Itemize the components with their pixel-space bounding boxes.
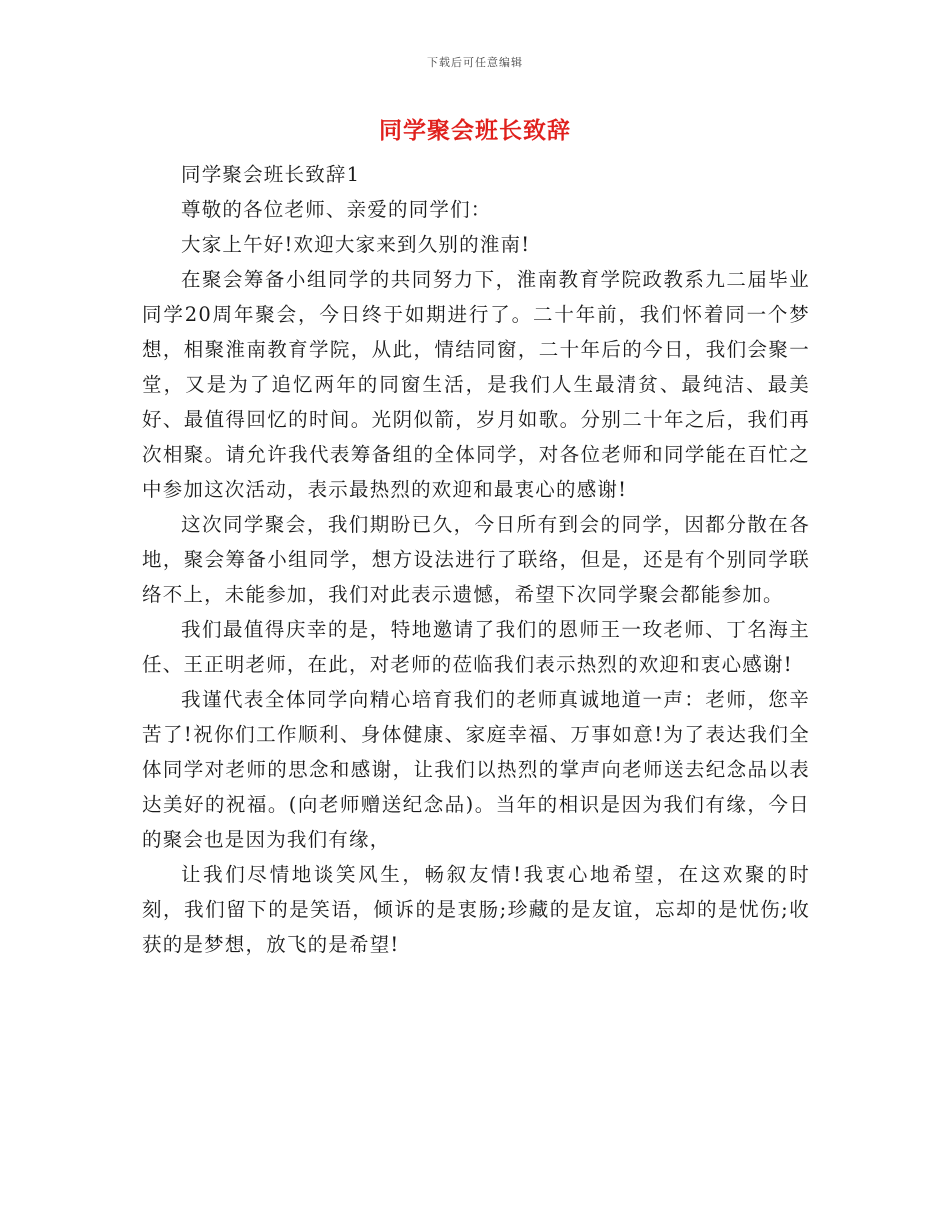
paragraph-greeting: 大家上午好!欢迎大家来到久别的淮南! <box>181 233 531 256</box>
header-note: 下载后可任意编辑 <box>427 56 523 69</box>
paragraph: 这次同学聚会，我们期盼已久，今日所有到会的同学，因都分散在各地，聚会筹备小组同学，想方设法进行了联络，但是，还是有个别同学联络不上，未能参加，我们对此表示遗憾，希望下次同学聚会都能参加。 <box>142 513 810 606</box>
paragraph-salutation: 尊敬的各位老师、亲爱的同学们： <box>181 198 492 221</box>
paragraph: 在聚会筹备小组同学的共同努力下，淮南教育学院政教系九二届毕业同学20周年聚会，今日终于如期进行了。二十年前，我们怀着同一个梦想，相聚淮南教育学院，从此，情结同窗，二十年后的今日，我们会聚一堂，又是为了追忆两年的同窗生活，是我们人生最清贫、最纯洁、最美好、最值得回忆的时间。光阴似箭，岁月如歌。分别二十年之后，我们再次相聚。请允许我代表筹备组的全体同学，对各位老师和同学能在百忙之中参加这次活动，表示最热烈的欢迎和最衷心的感谢! <box>142 268 810 501</box>
document-body <box>142 157 810 962</box>
paragraph: 让我们尽情地谈笑风生，畅叙友情!我衷心地希望，在这欢聚的时刻，我们留下的是笑语，倾诉的是衷肠;珍藏的是友谊，忘却的是忧伤;收获的是梦想，放飞的是希望! <box>142 863 810 956</box>
paragraph: 我们最值得庆幸的是，特地邀请了我们的恩师王一玫老师、丁名海主任、王正明老师，在此，对老师的莅临我们表示热烈的欢迎和衷心感谢! <box>142 618 810 676</box>
paragraph: 我谨代表全体同学向精心培育我们的老师真诚地道一声：老师，您辛苦了!祝你们工作顺利、身体健康、家庭幸福、万事如意!为了表达我们全体同学对老师的思念和感谢，让我们以热烈的掌声向老师送去纪念品以表达美好的祝福。(向老师赠送纪念品)。当年的相识是因为我们有缘，今日的聚会也是因为我们有缘， <box>142 688 810 851</box>
paragraph-heading: 同学聚会班长致辞1 <box>181 163 361 186</box>
document-title: 同学聚会班长致辞 <box>379 117 571 144</box>
